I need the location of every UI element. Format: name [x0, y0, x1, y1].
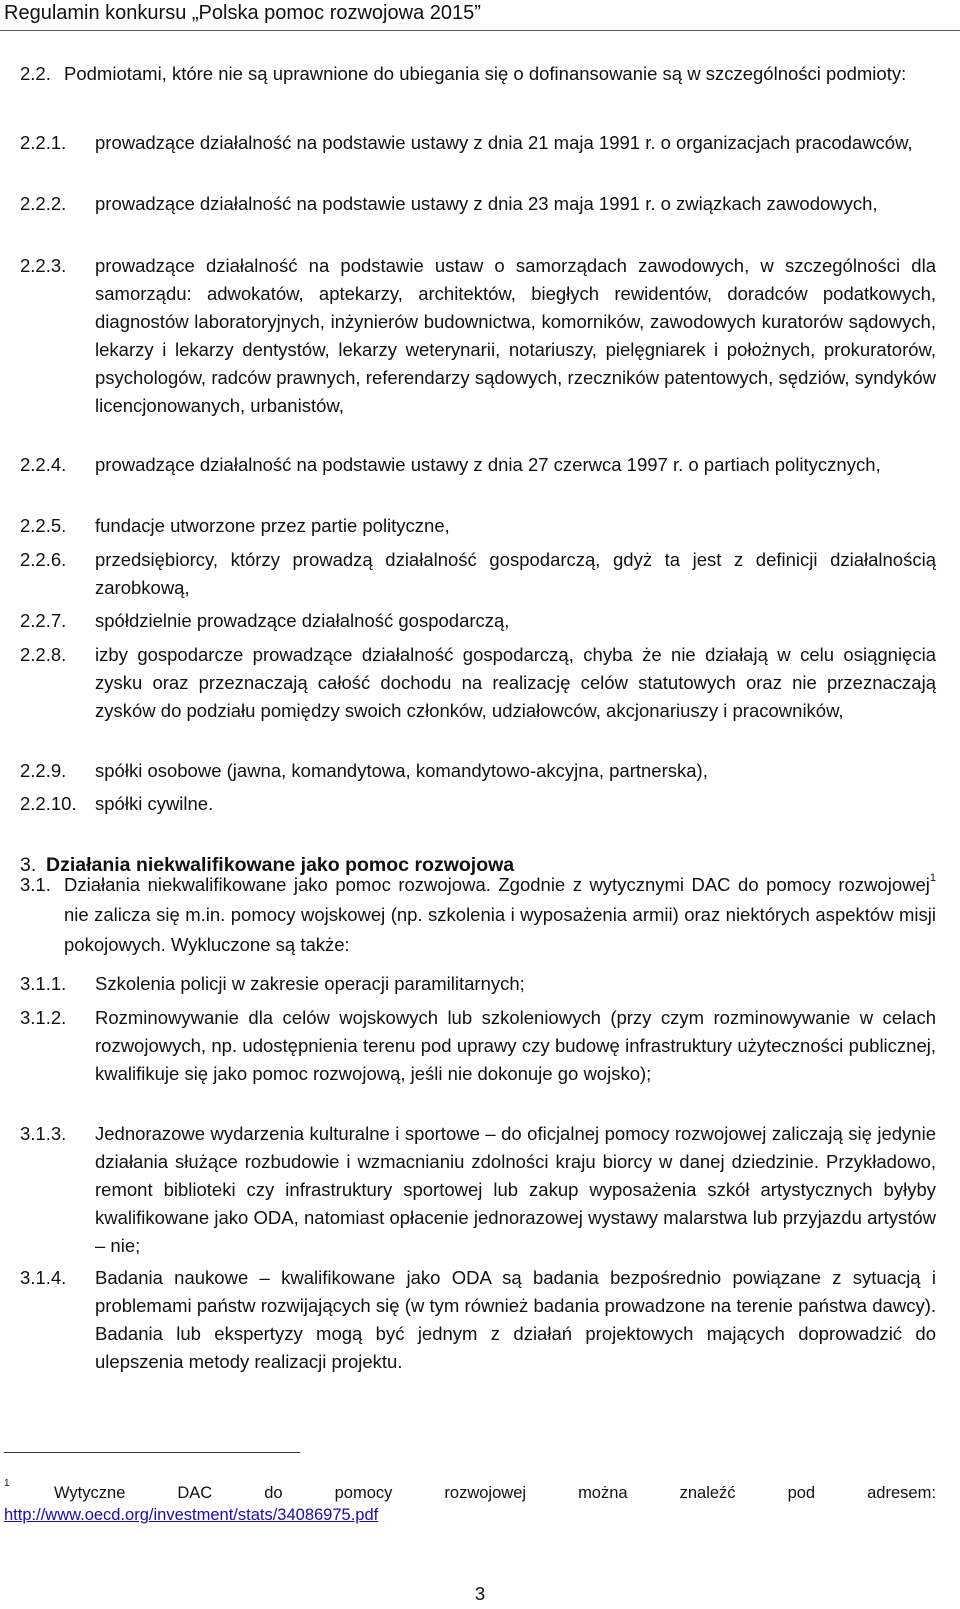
clause-text: prowadzące działalność na podstawie ustaw o samorządach zawodowych, w szczególności dla samorządu: adwokatów, aptekarzy, architektów, biegłych rewidentów, doradców podatkowych, diagnostów laboratoryjnych, inżynierów budownictwa, komorników, zawodowych kuratorów sądowych, lekarzy i lekarzy dentystów, lekarzy weterynarii, notariuszy, pielęgniarek i położnych, prokuratorów, psychologów, radców prawnych, referendarzy sądowych, rzeczników patentowych, sędziów, syndyków licencjonowanych, urbanistów,	[95, 255, 936, 416]
clause-number: 2.2.3.	[20, 255, 67, 276]
clause-2-2	[20, 60, 936, 88]
footnote-word: rozwojowej	[444, 1484, 527, 1502]
footnote-word: pod	[787, 1484, 816, 1502]
clause-3-1-2	[20, 1004, 936, 1088]
clause-number: 3.1.1.	[20, 973, 67, 994]
clause-text: izby gospodarcze prowadzące działalność gospodarczą, chyba że nie działają w celu osiągnięcia zysku oraz przeznaczają całość dochodu na realizację celów statutowych oraz nie przeznaczają zysków do podziału pomiędzy swoich członków, udziałowców, akcjonariuszy i pracowników,	[95, 644, 936, 721]
clause-text: Badania naukowe – kwalifikowane jako ODA są badania bezpośrednio powiązane z sytuacją i problemami państw rozwijających się (w tym również badania prowadzone na terenie państwa dawcy). Badania lub ekspertyzy mogą być jednym z działań projektowych mających doprowadzić do ulepszenia metody realizacji projektu.	[95, 1267, 936, 1372]
clause-3-1-3	[20, 1120, 936, 1260]
clause-2-2-7	[20, 607, 936, 635]
section-title: Działania niekwalifikowane jako pomoc rozwojowa	[46, 854, 515, 876]
clause-number: 2.2.5.	[20, 515, 67, 536]
clause-text: przedsiębiorcy, którzy prowadzą działalność gospodarczą, gdyż ta jest z definicji działalnością zarobkową,	[95, 549, 936, 598]
footnote-text-line	[4, 1482, 936, 1504]
clause-number: 3.1.2.	[20, 1007, 67, 1028]
footnote-word: do	[264, 1484, 283, 1502]
clause-text: Jednorazowe wydarzenia kulturalne i sportowe – do oficjalnej pomocy rozwojowej zaliczają się jedynie działania służące rozbudowie i wzmacnianiu zdolności kraju biorcy w danej dziedzinie. Przykładowo, remont biblioteki czy infrastruktury sportowej lub zakup wyposażenia szkół artystycznych byłyby kwalifikowane jako ODA, natomiast opłacenie jednorazowej wystawy malarstwa lub przyjazdu artystów – nie;	[95, 1123, 936, 1256]
clause-number: 3.1.3.	[20, 1123, 67, 1144]
clause-text-before: Działania niekwalifikowane jako pomoc rozwojowa. Zgodnie z wytycznymi DAC do pomocy rozwojowej	[64, 874, 930, 895]
clause-text: spółdzielnie prowadzące działalność gospodarczą,	[95, 610, 510, 631]
footnote-word: można	[578, 1484, 628, 1502]
clause-2-2-6	[20, 546, 936, 602]
clause-text: prowadzące działalność na podstawie ustawy z dnia 27 czerwca 1997 r. o partiach politycznych,	[95, 454, 881, 475]
clause-number: 2.2.8.	[20, 644, 67, 665]
clause-2-2-4	[20, 451, 936, 479]
page-header-title: Regulamin konkursu „Polska pomoc rozwojowa 2015”	[4, 2, 481, 24]
clause-text: Podmiotami, które nie są uprawnione do ubiegania się o dofinansowanie są w szczególności podmioty:	[64, 63, 907, 84]
footnote-word: DAC	[177, 1484, 213, 1502]
clause-text: Rozminowywanie dla celów wojskowych lub szkoleniowych (przy czym rozminowywanie w celach rozwojowych, np. udostępnienia terenu pod uprawy czy budowę infrastruktury użyteczności publicznej, kwalifikuje się jako pomoc rozwojową, jeśli nie dokonuje go wojsko);	[95, 1007, 936, 1084]
clause-2-2-1	[20, 129, 936, 157]
clause-number: 2.2.9.	[20, 760, 67, 781]
clause-2-2-9	[20, 757, 936, 785]
clause-2-2-10	[20, 790, 936, 818]
clause-text: Szkolenia policji w zakresie operacji paramilitarnych;	[95, 973, 525, 994]
clause-2-2-2	[20, 190, 936, 218]
clause-number: 2.2.7.	[20, 610, 67, 631]
clause-text: prowadzące działalność na podstawie ustawy z dnia 23 maja 1991 r. o związkach zawodowych,	[95, 193, 878, 214]
clause-text: spółki osobowe (jawna, komandytowa, komandytowo-akcyjna, partnerska),	[95, 760, 708, 781]
clause-3-1	[20, 870, 936, 960]
header-divider	[0, 30, 960, 31]
clause-number: 2.2.4.	[20, 454, 67, 475]
clause-number: 2.2.2.	[20, 193, 67, 214]
footnote-word: Wytyczne	[54, 1484, 126, 1502]
clause-text: prowadzące działalność na podstawie ustawy z dnia 21 maja 1991 r. o organizacjach pracodawców,	[95, 132, 913, 153]
footnote-word: znaleźć	[679, 1484, 736, 1502]
clause-3-1-1	[20, 970, 936, 998]
clause-text: spółki cywilne.	[95, 793, 214, 814]
clause-2-2-3	[20, 252, 936, 420]
section-number: 3.	[20, 854, 37, 876]
clause-number: 2.2.6.	[20, 549, 67, 570]
clause-text: fundacje utworzone przez partie polityczne,	[95, 515, 450, 536]
clause-3-1-4	[20, 1264, 936, 1376]
footnote-word: adresem:	[867, 1484, 936, 1502]
clause-2-2-5	[20, 512, 936, 540]
footnote-divider	[4, 1452, 300, 1453]
clause-2-2-8	[20, 641, 936, 725]
footnote-mark: 1	[4, 1478, 10, 1489]
clause-number: 2.2.1.	[20, 132, 67, 153]
clause-number: 3.1.4.	[20, 1267, 67, 1288]
clause-text	[64, 870, 936, 960]
clause-number: 2.2.10.	[20, 793, 77, 814]
clause-number: 2.2.	[20, 63, 51, 84]
footnote-link[interactable]: http://www.oecd.org/investment/stats/34086975.pdf	[4, 1506, 379, 1524]
clause-text-after: nie zalicza się m.in. pomocy wojskowej (np. szkolenia i wyposażenia armii) oraz niektórych aspektów misji pokojowych. Wykluczone są także:	[64, 904, 936, 955]
footnote	[4, 1482, 936, 1526]
footnote-reference[interactable]: 1	[929, 872, 936, 884]
footnote-word: pomocy	[334, 1484, 393, 1502]
clause-number: 3.1.	[20, 874, 51, 895]
page-number: 3	[474, 1583, 486, 1604]
